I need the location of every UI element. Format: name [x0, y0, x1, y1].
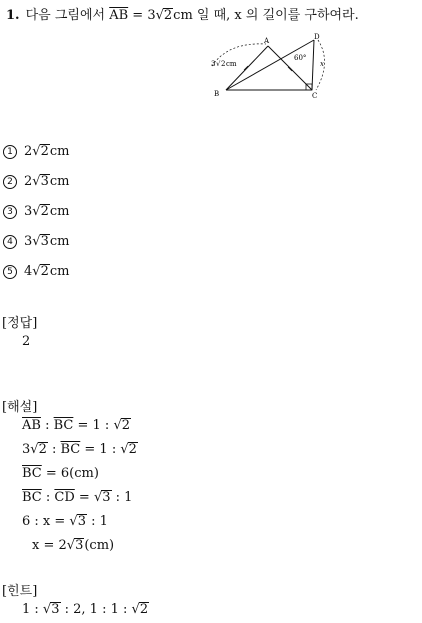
label-angle: 60° [294, 54, 307, 62]
choice-3[interactable]: 3 3√2cm [3, 204, 69, 219]
solution-line-4: $\overline{BC}$ : $\overline{CD} = √3$ : 1 [22, 490, 133, 505]
solution-line-3: $\overline{BC} = 6(cm)$ [22, 466, 99, 481]
solution-line-2: 3√2 : $\overline{BC} = 1$ : √2 [22, 442, 137, 457]
label-c: C [312, 92, 318, 100]
choice-5[interactable]: 5 4√2cm [3, 264, 69, 279]
solution-line-1: $\overline{AB}$ : $\overline{BC} = 1$ : √2 [22, 418, 131, 433]
triangle-figure [208, 32, 336, 104]
label-ab-radical: √ [216, 60, 221, 68]
question-number: 1. [6, 8, 20, 23]
label-b: B [214, 90, 220, 98]
label-ab-unit: cm [226, 60, 237, 68]
question-text: 1. 다음 그림에서 $\overline{AB} = 3√2cm$ 일 때, x 의 길이를 구하여라. [6, 8, 359, 23]
label-ab-rad: 2 [221, 60, 226, 68]
choice-2[interactable]: 2 2√3cm [3, 174, 69, 189]
label-d: D [314, 33, 320, 41]
solution-line-6: x = 2√3(cm) [32, 538, 115, 553]
label-x: x [320, 60, 324, 68]
choice-4[interactable]: 4 3√3cm [3, 234, 69, 249]
label-ab-coef: 3 [211, 60, 216, 68]
solution-line-5: 6 : x = √3 : 1 [22, 514, 108, 529]
hint-line: 1 : √3 : 2, 1 : 1 : √2 [22, 602, 149, 617]
choice-1[interactable]: 1 2√2cm [3, 144, 69, 159]
segment-ab: $\overline{AB}$ [109, 8, 129, 23]
answer-value: 2 [22, 334, 31, 349]
answer-heading: [정답] [2, 316, 38, 331]
label-a: A [264, 37, 270, 45]
hint-heading: [힌트] [2, 584, 38, 599]
solution-heading: [해설] [2, 400, 38, 415]
